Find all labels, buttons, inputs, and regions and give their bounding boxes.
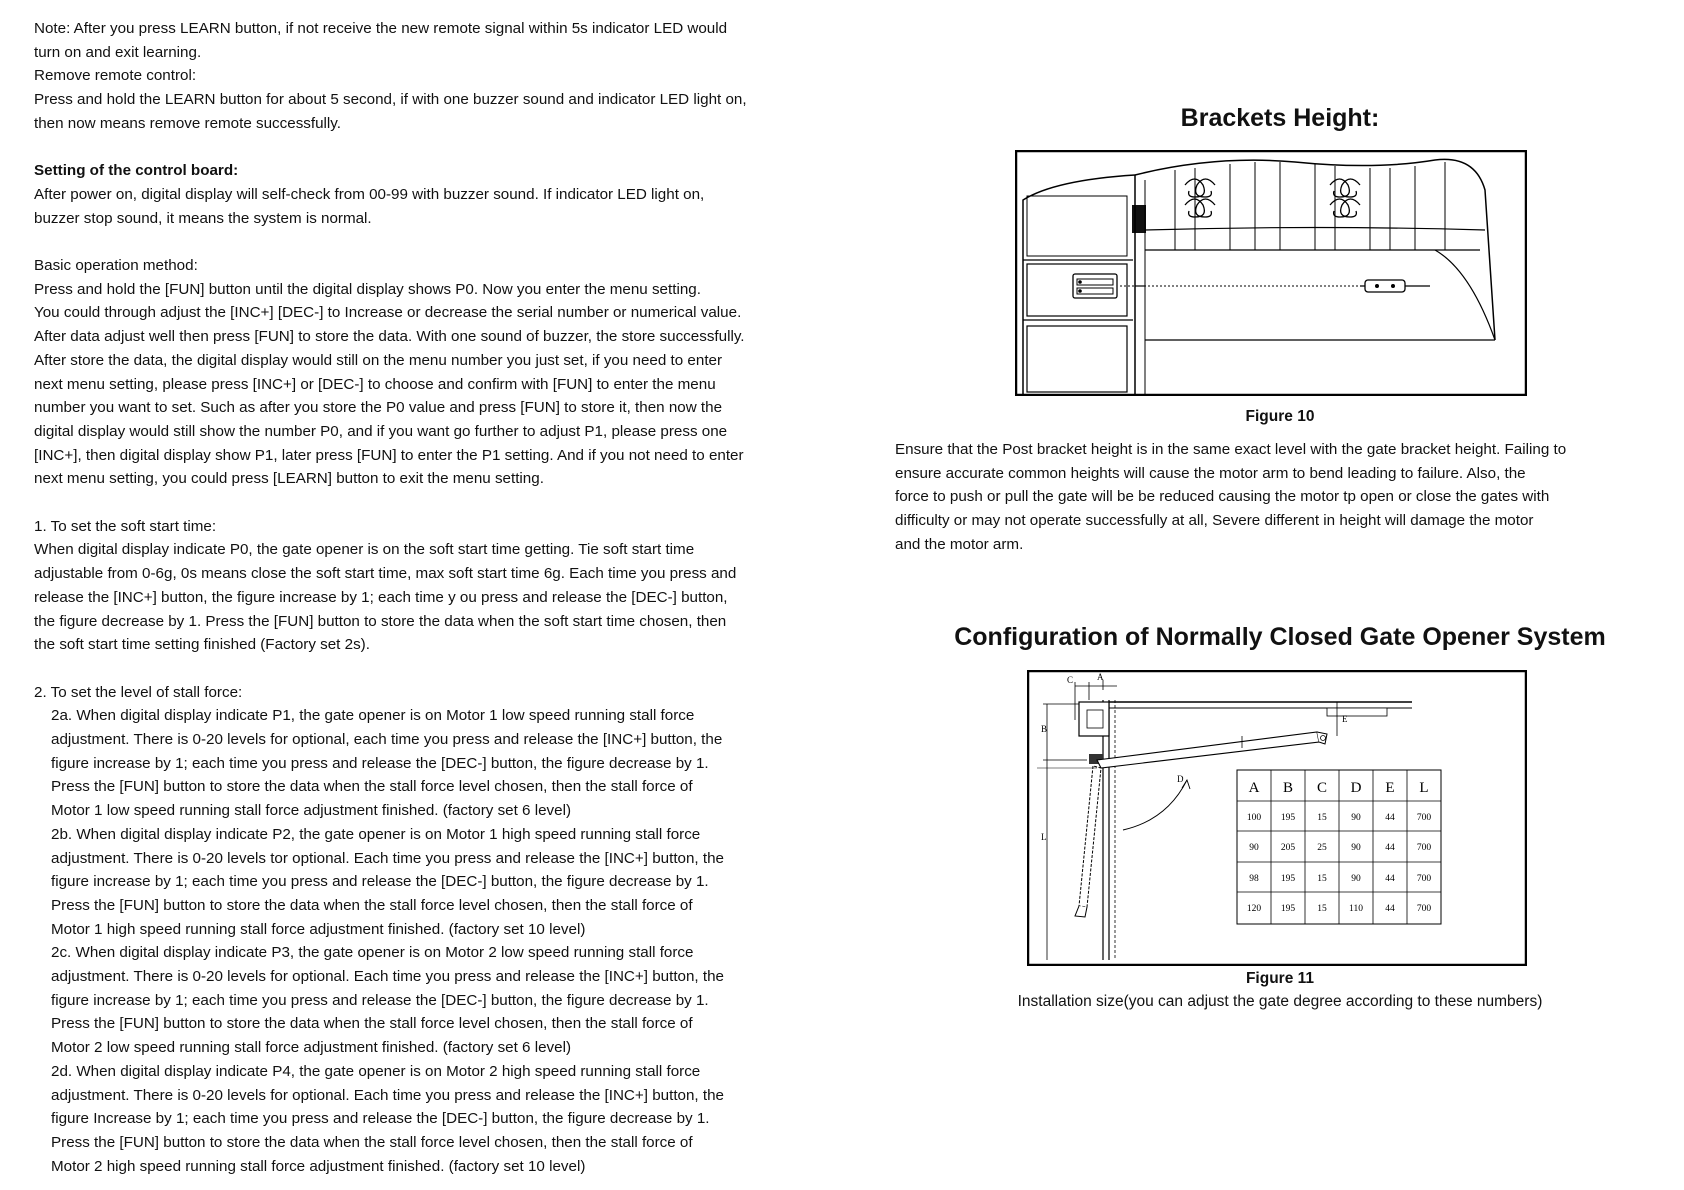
table-cell: 110 (1349, 904, 1363, 914)
basic-line: You could through adjust the [INC+] [DEC-] to Increase or decrease the serial number or numerical value. (34, 304, 742, 322)
stall-force-line: Motor 2 high speed running stall force adjustment finished. (factory set 10 level) (51, 1157, 586, 1175)
dim-label-b: B (1041, 724, 1048, 734)
table-cell: 44 (1385, 874, 1395, 884)
bracket-line: ensure accurate common heights will cause the motor arm to bend leading to failure. Also, the (895, 464, 1526, 482)
setting-line: After power on, digital display will self-check from 00-99 with buzzer sound. If indicator LED light on, (34, 185, 705, 203)
table-cell: 195 (1280, 813, 1296, 823)
table-header: B (1282, 780, 1294, 796)
table-cell: 15 (1317, 874, 1327, 884)
table-header: E (1385, 780, 1395, 796)
stall-force-line: Press the [FUN] button to store the data when the stall force level chosen, then the stall force of (51, 1015, 693, 1033)
setting-line: buzzer stop sound, it means the system is normal. (34, 209, 372, 227)
figure-11-caption: Figure 11 (1245, 970, 1315, 987)
basic-line: next menu setting, you could press [LEARN] button to exit the menu setting. (34, 470, 544, 488)
note-line: then now means remove remote successfully. (34, 114, 341, 132)
table-cell: 90 (1249, 843, 1259, 853)
left-column (34, 17, 854, 1178)
table-cell: 44 (1385, 843, 1395, 853)
figure-10-caption: Figure 10 (1245, 408, 1315, 425)
basic-line: Press and hold the [FUN] button until the digital display shows P0. Now you enter the menu setting. (34, 280, 701, 298)
basic-line: digital display would still show the number P0, and if you want go further to adjust P1, please press one (34, 422, 728, 440)
figure-11-installation-diagram (1027, 670, 1527, 966)
soft-start-line: When digital display indicate P0, the gate opener is on the soft start time getting. Tie soft start time (34, 541, 695, 559)
table-cell: 700 (1416, 813, 1432, 823)
spacer (34, 230, 854, 254)
table-cell: 100 (1246, 813, 1262, 823)
stall-force-line: 2b. When digital display indicate P2, the gate opener is on Motor 1 high speed running stall force (51, 825, 701, 843)
bracket-line: difficulty or may not operate successfully at all, Severe different in height will damage the motor (895, 512, 1534, 530)
dim-label-e: E (1342, 714, 1348, 724)
dim-label-d: D (1177, 774, 1184, 784)
dim-label-a: A (1097, 672, 1104, 682)
basic-line: number you want to set. Such as after you store the P0 value and press [FUN] to store it, then now the (34, 399, 723, 417)
stall-force-line: Press the [FUN] button to store the data when the stall force level chosen, then the stall force of (51, 896, 693, 914)
stall-force-line: adjustment. There is 0-20 levels for optional. Each time you press and release the [INC+] button, the (51, 1086, 724, 1104)
stall-force-line: 2c. When digital display indicate P3, the gate opener is on Motor 2 low speed running stall force (51, 944, 694, 962)
dim-label-c: C (1067, 675, 1074, 685)
table-header: C (1316, 780, 1328, 796)
bracket-line: and the motor arm. (895, 535, 1024, 553)
bracket-height-paragraph (895, 438, 1665, 557)
table-cell: 90 (1351, 874, 1361, 884)
bracket-line: force to push or pull the gate will be be reduced causing the motor tp open or close the gates with (895, 488, 1550, 506)
basic-line: After data adjust well then press [FUN] to store the data. With one sound of buzzer, the store successfully. (34, 328, 745, 346)
stall-force-line: figure increase by 1; each time you press and release the [DEC-] button, the figure decrease by 1. (51, 754, 709, 772)
note-line: Note: After you press LEARN button, if not receive the new remote signal within 5s indicator LED would (34, 20, 728, 37)
stall-force-line: figure Increase by 1; each time you press and release the [DEC-] button, the figure decrease by 1. (51, 1110, 710, 1128)
table-cell: 195 (1280, 874, 1296, 884)
table-cell: 120 (1246, 904, 1262, 914)
table-cell: 44 (1385, 904, 1395, 914)
table-cell: 98 (1249, 874, 1259, 884)
table-cell: 15 (1317, 813, 1327, 823)
stall-force-line: Motor 1 low speed running stall force adjustment finished. (factory set 6 level) (51, 802, 572, 820)
stall-force-line: Press the [FUN] button to store the data when the stall force level chosen, then the stall force of (51, 1133, 693, 1151)
figure-10-gate-illustration (1015, 150, 1527, 396)
table-cell: 700 (1416, 904, 1432, 914)
basic-heading: Basic operation method: (34, 257, 198, 274)
basic-line: [INC+], then digital display show P1, later press [FUN] to enter the P1 setting. And if you not need to enter (34, 446, 744, 464)
brackets-height-heading: Brackets Height: (1180, 104, 1380, 132)
soft-start-line: release the [INC+] button, the figure increase by 1; each time y ou press and release the [DEC-] button, (34, 588, 728, 606)
table-cell: 44 (1385, 813, 1395, 823)
table-cell: 205 (1280, 843, 1296, 853)
stall-force-line: figure increase by 1; each time you press and release the [DEC-] button, the figure decrease by 1. (51, 991, 709, 1009)
spacer (34, 657, 854, 681)
table-cell: 90 (1351, 813, 1361, 823)
soft-start-line: adjustable from 0-6g, 0s means close the soft start time, max soft start time 6g. Each time you press and (34, 565, 737, 583)
soft-start-line: the soft start time setting finished (Factory set 2s). (34, 636, 370, 654)
table-cell: 90 (1351, 843, 1361, 853)
setting-heading: Setting of the control board: (34, 162, 239, 180)
stall-force-line: 2d. When digital display indicate P4, the gate opener is on Motor 2 high speed running stall force (51, 1062, 701, 1080)
soft-start-line: the figure decrease by 1. Press the [FUN] button to store the data when the soft start time chosen, then (34, 612, 727, 630)
soft-start-heading: 1. To set the soft start time: (34, 517, 217, 535)
table-cell: 700 (1416, 843, 1432, 853)
stall-force-line: Press the [FUN] button to store the data when the stall force level chosen, then the stall force of (51, 778, 693, 796)
table-cell: 195 (1280, 904, 1296, 914)
basic-line: After store the data, the digital display would still on the menu number you just set, if you need to enter (34, 351, 723, 369)
note-line: Press and hold the LEARN button for about 5 second, if with one buzzer sound and indicator LED light on, (34, 91, 747, 109)
table-header: A (1248, 780, 1260, 796)
stall-force-line: 2a. When digital display indicate P1, the gate opener is on Motor 1 low speed running stall force (51, 707, 695, 725)
table-header: D (1350, 780, 1362, 796)
spacer (34, 491, 854, 515)
dim-label-l: L (1041, 832, 1047, 842)
basic-line: next menu setting, please press [INC+] or [DEC-] to choose and confirm with [FUN] to enter the menu (34, 375, 716, 393)
table-cell: 25 (1317, 843, 1327, 853)
note-line: turn on and exit learning. (34, 43, 202, 61)
stall-force-line: adjustment. There is 0-20 levels tor optional. Each time you press and release the [INC+] button, the (51, 849, 724, 867)
note-line: Remove remote control: (34, 67, 197, 85)
table-cell: 700 (1416, 874, 1432, 884)
stall-force-line: adjustment. There is 0-20 levels for optional. Each time you press and release the [INC+] button, the (51, 968, 724, 986)
stall-force-line: Motor 1 high speed running stall force adjustment finished. (factory set 10 level) (51, 920, 586, 938)
spacer (34, 136, 854, 160)
stall-force-heading: 2. To set the level of stall force: (34, 683, 243, 701)
table-header: L (1419, 780, 1429, 796)
stall-force-line: figure increase by 1; each time you press and release the [DEC-] button, the figure decrease by 1. (51, 873, 709, 891)
stall-force-line: Motor 2 low speed running stall force adjustment finished. (factory set 6 level) (51, 1039, 572, 1057)
table-cell: 15 (1317, 904, 1327, 914)
bracket-line: Ensure that the Post bracket height is in the same exact level with the gate bracket height. Failing to (895, 441, 1567, 458)
stall-force-line: adjustment. There is 0-20 levels for optional, each time you press and release the [INC+] button, the (51, 731, 723, 749)
configuration-heading: Configuration of Normally Closed Gate Opener System (954, 623, 1606, 651)
installation-size-table (1237, 770, 1441, 924)
installation-size-note: Installation size(you can adjust the gate degree according to these numbers) (1017, 993, 1543, 1010)
